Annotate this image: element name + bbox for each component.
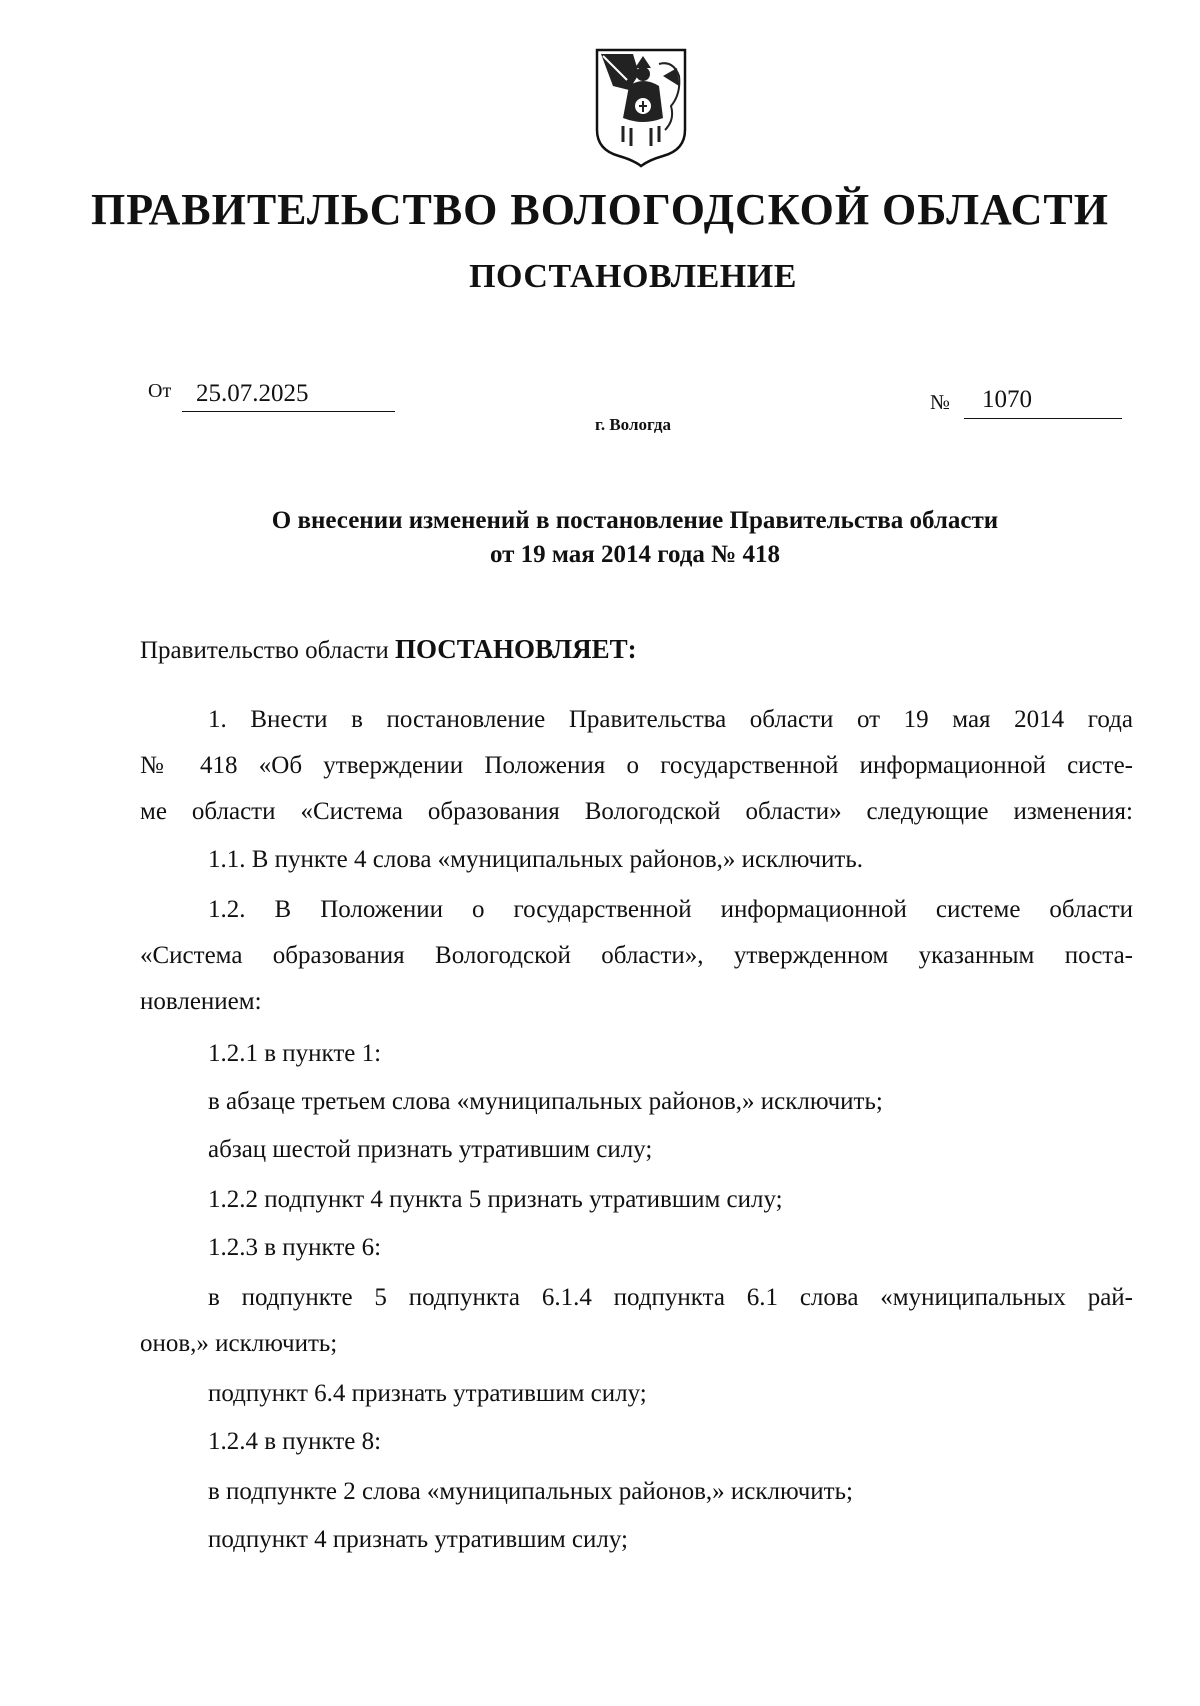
city: г. Вологда — [595, 415, 671, 434]
title-line-2: от 19 мая 2014 года № 418 — [489, 541, 781, 568]
p1-2-3: 1.2.3 в пункте 6: — [208, 1234, 382, 1261]
p1-2-line-2: «Система образования Вологодской области», утвержденном указанным поста- — [140, 942, 1133, 969]
document-date: 25.07.2025 — [196, 380, 309, 407]
p1-2-2: 1.2.2 подпункт 4 пункта 5 признать утратившим силу; — [208, 1186, 783, 1213]
document-type: ПОСТАНОВЛЕНИЕ — [469, 258, 797, 295]
p1-2-3-b: подпункт 6.4 признать утратившим силу; — [208, 1380, 647, 1407]
p1-line-3: ме области «Система образования Вологодской области» следующие изменения: — [140, 798, 1133, 825]
p1-2-1: 1.2.1 в пункте 1: — [208, 1040, 382, 1067]
preamble-resolves: ПОСТАНОВЛЯЕТ: — [394, 634, 637, 664]
coat-of-arms-icon — [593, 46, 689, 170]
p1-2-3-a-line-2: онов,» исключить; — [140, 1330, 338, 1357]
p1-2-3-a-line-1: в подпункте 5 подпункта 6.1.4 подпункта 6.1 слова «муниципальных рай- — [208, 1284, 1133, 1311]
document-number: 1070 — [982, 386, 1032, 413]
p1-2-line-3: новлением: — [140, 988, 262, 1015]
preamble — [140, 634, 637, 665]
preamble-text: Правительство области — [140, 637, 395, 664]
p1-1: 1.1. В пункте 4 слова «муниципальных районов,» исключить. — [208, 846, 864, 873]
p1-2-4-b: подпункт 4 признать утратившим силу; — [208, 1526, 628, 1553]
p1-line-1: 1. Внести в постановление Правительства области от 19 мая 2014 года — [208, 706, 1133, 733]
title-line-1: О внесении изменений в постановление Правительства области — [271, 507, 999, 534]
document-title — [160, 504, 1110, 572]
p1-line-2: № 418 «Об утверждении Положения о государственной информационной систе- — [140, 752, 1133, 779]
p1-2-line-1: 1.2. В Положении о государственной информационной системе области — [208, 896, 1133, 923]
p1-2-4-a: в подпункте 2 слова «муниципальных районов,» исключить; — [208, 1478, 853, 1505]
p1-2-1-a: в абзаце третьем слова «муниципальных районов,» исключить; — [208, 1088, 883, 1115]
authority-name: ПРАВИТЕЛЬСТВО ВОЛОГОДСКОЙ ОБЛАСТИ — [91, 185, 1109, 234]
number-sign: № — [930, 390, 951, 414]
p1-2-1-b: абзац шестой признать утратившим силу; — [208, 1136, 653, 1163]
date-prefix: От — [148, 380, 172, 402]
p1-2-4: 1.2.4 в пункте 8: — [208, 1428, 382, 1455]
